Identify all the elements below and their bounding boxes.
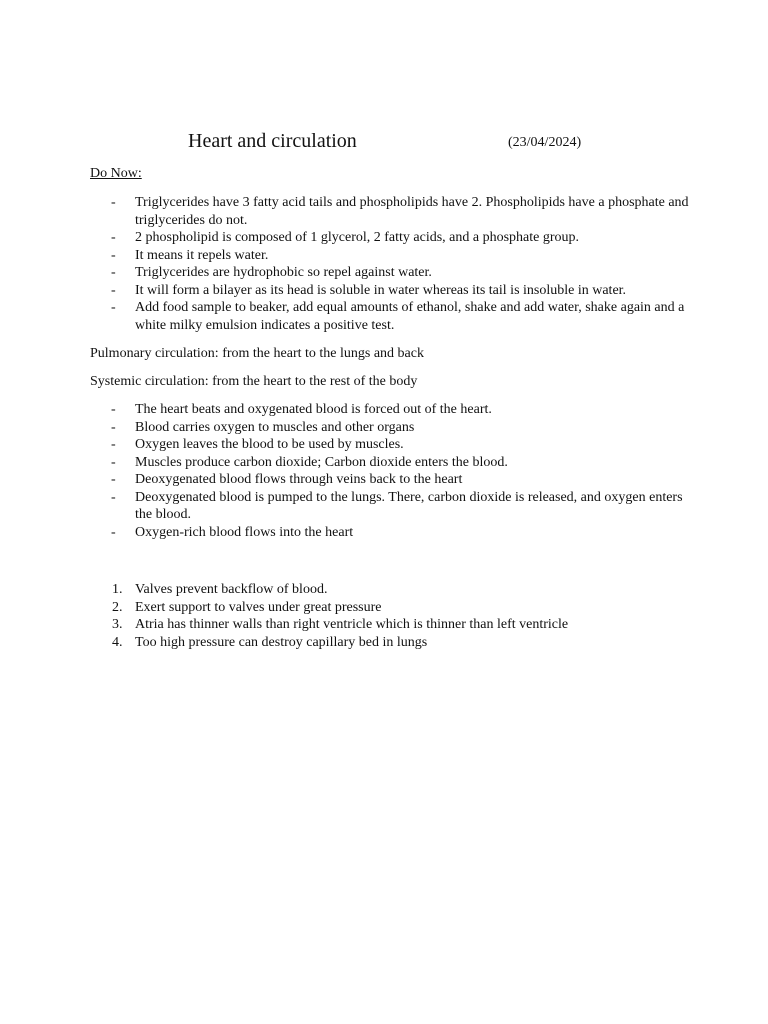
pulmonary-circulation-text: Pulmonary circulation: from the heart to the lungs and back: [90, 346, 424, 361]
list-item-text: It will form a bilayer as its head is soluble in water whereas its tail is insoluble in water.: [135, 282, 627, 298]
systemic-list: [90, 401, 690, 541]
list-item-text: Too high pressure can destroy capillary bed in lungs: [135, 634, 428, 650]
list-item-text: Deoxygenated blood flows through veins back to the heart: [135, 472, 463, 487]
bullet-marker: -: [111, 402, 116, 417]
list-item-text: Add food sample to beaker, add equal amounts of ethanol, shake and add water, shake again and a white milky emulsion indicates a positive test.: [135, 300, 685, 333]
list-item: [90, 419, 690, 437]
document-date: (23/04/2024): [508, 135, 582, 150]
list-item: [90, 194, 690, 229]
list-item: [90, 454, 690, 472]
list-item-text: Valves prevent backflow of blood.: [135, 582, 328, 597]
list-item: [90, 616, 690, 634]
list-item: [90, 264, 690, 282]
list-item: [90, 581, 690, 599]
list-item: [90, 599, 690, 617]
number-marker: 3.: [112, 617, 123, 632]
list-item: [90, 299, 690, 334]
document-title: Heart and circulation: [188, 130, 357, 152]
list-item: [90, 247, 690, 265]
list-item: [90, 634, 690, 652]
bullet-marker: -: [111, 524, 116, 540]
number-marker: 4.: [112, 634, 123, 650]
list-item: [90, 229, 690, 247]
bullet-marker: -: [111, 195, 116, 210]
bullet-marker: -: [111, 265, 116, 280]
list-item-text: Oxygen-rich blood flows into the heart: [135, 524, 354, 540]
bullet-marker: -: [111, 454, 116, 470]
list-item: [90, 401, 690, 419]
number-marker: 1.: [112, 582, 123, 597]
bullet-marker: -: [111, 282, 116, 298]
list-item-text: 2 phospholipid is composed of 1 glycerol, 2 fatty acids, and a phosphate group.: [135, 230, 580, 245]
list-item: [90, 524, 690, 542]
list-item-text: Oxygen leaves the blood to be used by muscles.: [135, 437, 404, 452]
bullet-marker: -: [111, 437, 116, 452]
number-marker: 2.: [112, 599, 123, 615]
list-item-text: Atria has thinner walls than right ventricle which is thinner than left ventricle: [135, 617, 569, 632]
list-item-text: Muscles produce carbon dioxide; Carbon dioxide enters the blood.: [135, 454, 508, 470]
list-item-text: Triglycerides are hydrophobic so repel against water.: [135, 265, 432, 280]
list-item: [90, 489, 690, 524]
list-item: [90, 471, 690, 489]
list-item-text: It means it repels water.: [135, 247, 269, 263]
numbered-list: [90, 581, 690, 651]
list-item-text: Triglycerides have 3 fatty acid tails and phospholipids have 2. Phospholipids have a phosphate and triglycerides do not.: [135, 195, 689, 228]
systemic-circulation-text: Systemic circulation: from the heart to the rest of the body: [90, 374, 418, 389]
do-now-heading: Do Now:: [90, 166, 142, 181]
bullet-marker: -: [111, 472, 116, 487]
list-item: [90, 436, 690, 454]
list-item-text: Deoxygenated blood is pumped to the lungs. There, carbon dioxide is released, and oxygen enters the blood.: [135, 489, 683, 522]
list-item-text: The heart beats and oxygenated blood is forced out of the heart.: [135, 402, 492, 417]
bullet-marker: -: [111, 419, 116, 435]
do-now-list: [90, 194, 690, 334]
bullet-marker: -: [111, 300, 116, 315]
bullet-marker: -: [111, 489, 116, 505]
list-item-text: Exert support to valves under great pressure: [135, 599, 382, 615]
bullet-marker: -: [111, 230, 116, 245]
list-item-text: Blood carries oxygen to muscles and other organs: [135, 419, 415, 435]
bullet-marker: -: [111, 247, 116, 263]
list-item: [90, 282, 690, 300]
